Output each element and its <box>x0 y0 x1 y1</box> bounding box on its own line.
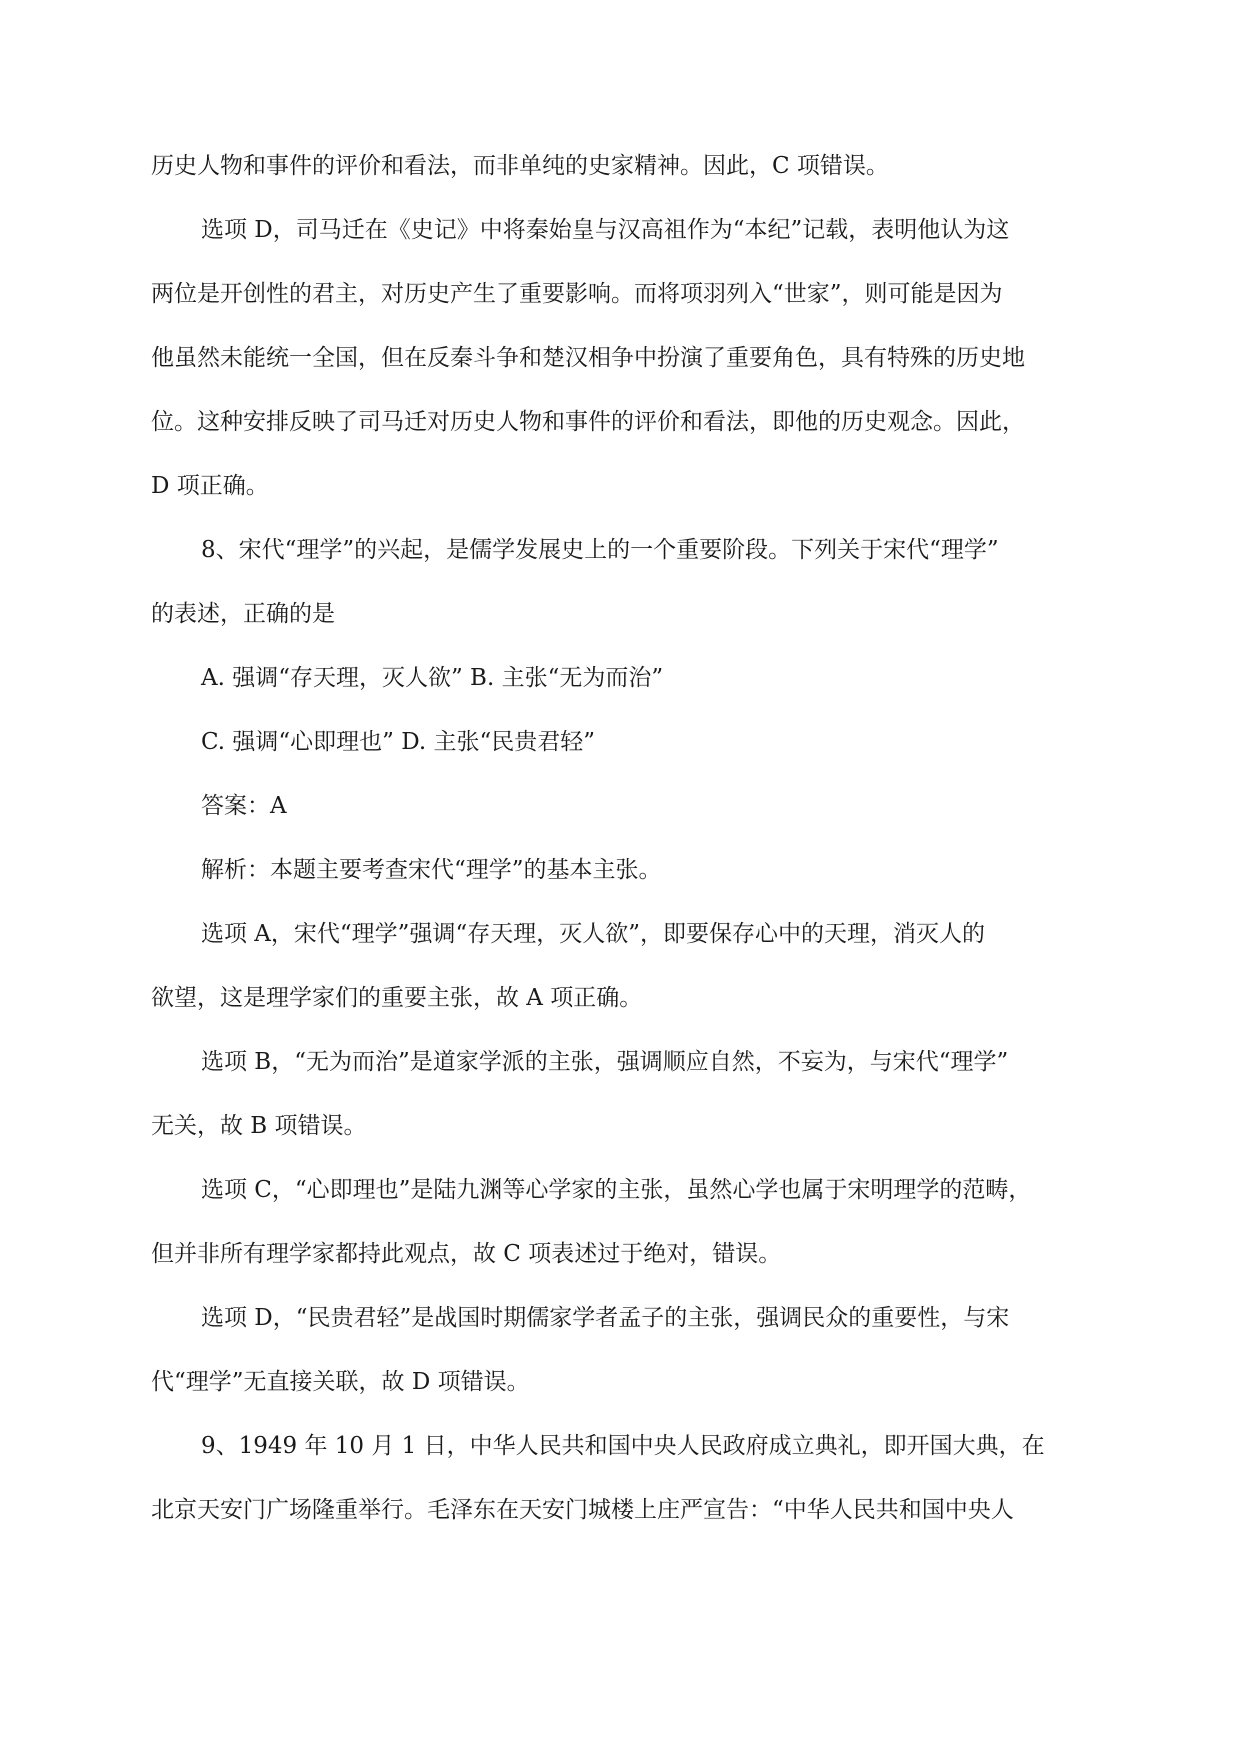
text-line: 无关，故 B 项错误。 <box>151 1113 367 1139</box>
question-8-stem: 8、宋代“理学”的兴起，是儒学发展史上的一个重要阶段。下列关于宋代“理学” <box>201 537 999 563</box>
text-line: 两位是开创性的君主，对历史产生了重要影响。而将项羽列入“世家”，则可能是因为 <box>151 281 1003 307</box>
text-line: 历史人物和事件的评价和看法，而非单纯的史家精神。因此，C 项错误。 <box>151 153 889 179</box>
options-c-d: C. 强调“心即理也” D. 主张“民贵君轻” <box>201 729 595 755</box>
text-line: 他虽然未能统一全国，但在反秦斗争和楚汉相争中扮演了重要角色，具有特殊的历史地 <box>151 345 1025 371</box>
analysis-line: 解析：本题主要考查宋代“理学”的基本主张。 <box>201 857 662 883</box>
question-9-stem-cont: 北京天安门广场隆重举行。毛泽东在天安门城楼上庄严宣告：“中华人民共和国中央人 <box>151 1497 1014 1523</box>
text-line: 但并非所有理学家都持此观点，故 C 项表述过于绝对，错误。 <box>151 1241 782 1267</box>
text-line: 选项 D，“民贵君轻”是战国时期儒家学者孟子的主张，强调民众的重要性，与宋 <box>201 1305 1010 1331</box>
text-line: 选项 D，司马迁在《史记》中将秦始皇与汉高祖作为“本纪”记载，表明他认为这 <box>201 217 1010 243</box>
question-9-stem: 9、1949 年 10 月 1 日，中华人民共和国中央人民政府成立典礼，即开国大典，在 <box>201 1433 1045 1459</box>
text-line: 选项 B，“无为而治”是道家学派的主张，强调顺应自然，不妄为，与宋代“理学” <box>201 1049 1009 1075</box>
answer-line: 答案：A <box>201 793 287 819</box>
text-line: D 项正确。 <box>151 473 269 499</box>
text-line: 位。这种安排反映了司马迁对历史人物和事件的评价和看法，即他的历史观念。因此， <box>151 409 1025 435</box>
document-body <box>151 134 1091 1542</box>
text-line: 选项 A，宋代“理学”强调“存天理，灭人欲”，即要保存心中的天理，消灭人的 <box>201 921 985 947</box>
question-8-stem-cont: 的表述，正确的是 <box>151 601 335 627</box>
text-line: 欲望，这是理学家们的重要主张，故 A 项正确。 <box>151 985 643 1011</box>
options-a-b: A. 强调“存天理，灭人欲” B. 主张“无为而治” <box>201 665 664 691</box>
text-line: 选项 C，“心即理也”是陆九渊等心学家的主张，虽然心学也属于宋明理学的范畴， <box>201 1177 1032 1203</box>
text-line: 代“理学”无直接关联，故 D 项错误。 <box>151 1369 530 1395</box>
